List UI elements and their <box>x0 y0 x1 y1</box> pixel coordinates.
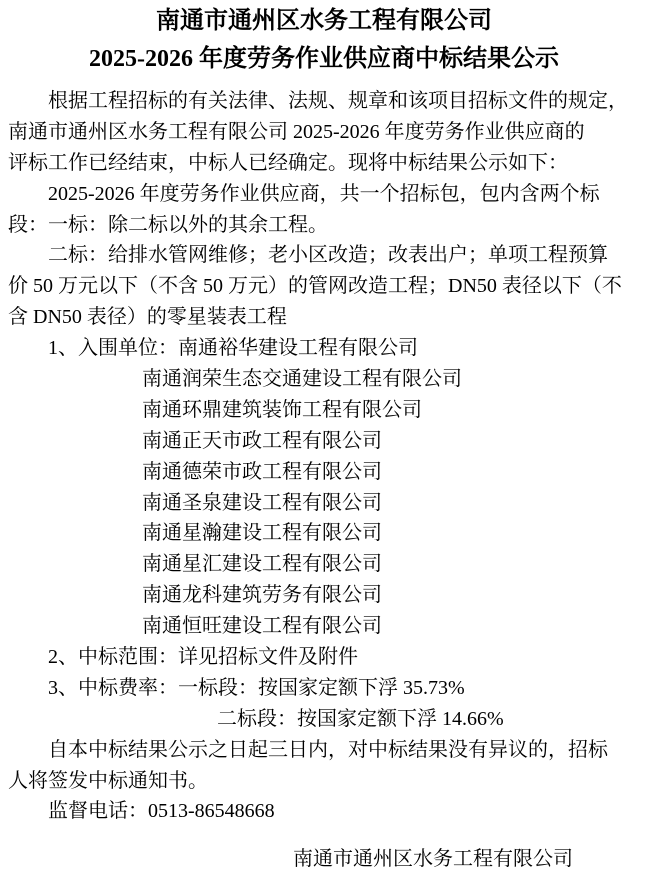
text-line: 人将签发中标通知书。 <box>8 769 208 792</box>
text-line: 二标：给排水管网维修；老小区改造；改表出户；单项工程预算 <box>48 244 608 267</box>
company-name-line: 南通龙科建筑劳务有限公司 <box>142 584 382 607</box>
text-line: 1、入围单位：南通裕华建设工程有限公司 <box>48 337 418 360</box>
text-line: 根据工程招标的有关法律、法规、规章和该项目招标文件的规定， <box>48 90 628 112</box>
company-name-line: 南通正天市政工程有限公司 <box>142 429 382 452</box>
document-subtitle: 2025-2026 年度劳务作业供应商中标结果公示 <box>89 46 559 72</box>
text-line: 3、中标费率：一标段：按国家定额下浮 35.73% <box>48 676 465 699</box>
text-line: 2、中标范围：详见招标文件及附件 <box>48 646 358 669</box>
signature: 南通市通州区水务工程有限公司 <box>293 848 573 871</box>
document-title: 南通市通州区水务工程有限公司 <box>156 8 492 34</box>
text-line: 2025-2026 年度劳务作业供应商，共一个招标包，包内含两个标 <box>48 182 600 205</box>
text-line: 评标工作已经结束，中标人已经确定。现将中标结果公示如下： <box>8 151 568 174</box>
company-name-line: 南通星瀚建设工程有限公司 <box>142 522 382 545</box>
text-line: 自本中标结果公示之日起三日内，对中标结果没有异议的，招标 <box>48 738 608 761</box>
text-line: 段：一标：除二标以外的其余工程。 <box>8 213 328 236</box>
company-name-line: 南通德荣市政工程有限公司 <box>142 460 382 483</box>
text-line: 南通市通州区水务工程有限公司 2025-2026 年度劳务作业供应商的 <box>8 120 585 143</box>
text-line: 监督电话：0513-86548668 <box>48 800 275 823</box>
company-name-line: 南通星汇建设工程有限公司 <box>142 553 382 576</box>
company-name-line: 南通圣泉建设工程有限公司 <box>142 491 382 514</box>
text-line: 二标段：按国家定额下浮 14.66% <box>217 707 504 730</box>
document-body <box>8 86 640 827</box>
company-name-line: 南通环鼎建筑装饰工程有限公司 <box>142 398 422 421</box>
company-name-line: 南通润荣生态交通建设工程有限公司 <box>142 368 462 391</box>
company-name-line: 南通恒旺建设工程有限公司 <box>142 615 382 638</box>
text-line: 价 50 万元以下（不含 50 万元）的管网改造工程；DN50 表径以下（不 <box>8 275 622 298</box>
text-line: 含 DN50 表径）的零星装表工程 <box>8 306 287 329</box>
